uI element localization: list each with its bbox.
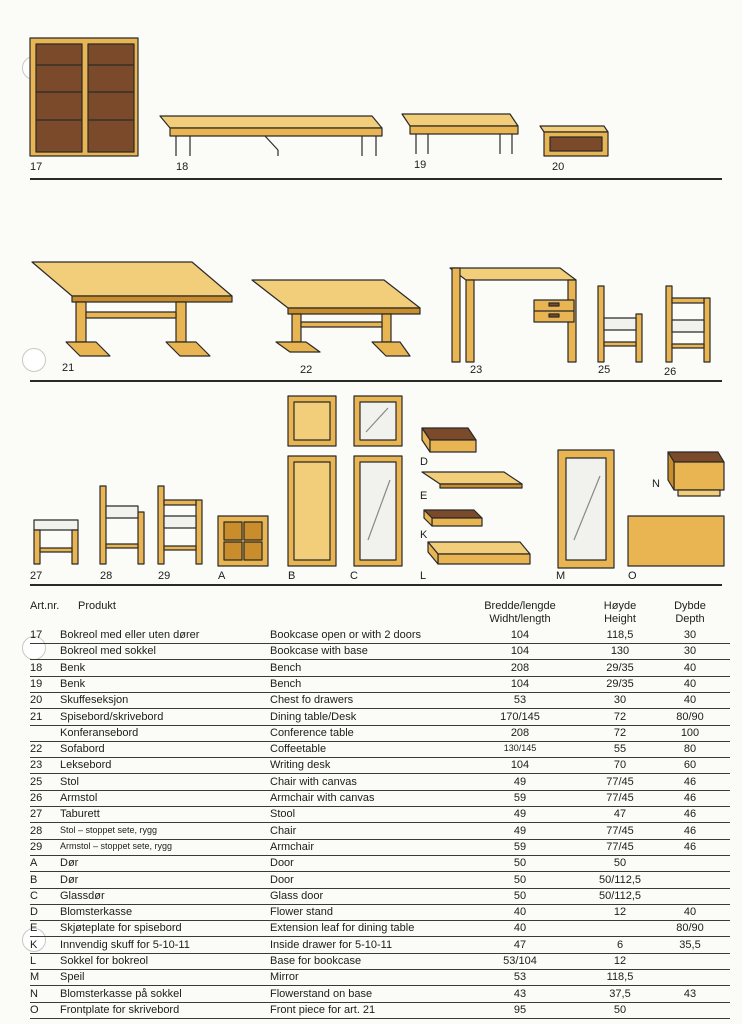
cell-no: Sofabord (60, 743, 105, 756)
cell-d: 46 (683, 824, 697, 837)
label-A: A (218, 570, 226, 582)
table-row (30, 709, 730, 726)
cell-no: Armstol (60, 792, 98, 804)
table-row (30, 757, 730, 774)
label-20: 20 (552, 161, 565, 173)
header-height-en: Height (604, 613, 636, 625)
table-row (30, 855, 730, 872)
cell-no: Taburett (60, 808, 100, 821)
header-depth-en: Depth (675, 613, 705, 625)
cell-en: Base for bookcase (270, 955, 362, 967)
item-B-door (288, 396, 336, 566)
cell-h: 50 (613, 857, 627, 870)
cell-w: 47 (513, 938, 527, 951)
cell-no: Stol – stoppet sete, rygg (60, 824, 158, 835)
cell-art: 28 (30, 824, 43, 837)
cell-art: K (30, 938, 38, 951)
item-C-glass-door (354, 396, 402, 566)
label-23: 23 (470, 364, 483, 376)
cell-h: 77/45 (606, 824, 634, 837)
cell-d: 46 (683, 808, 697, 821)
cell-art: 25 (30, 775, 43, 788)
cell-en: Coffeetable (270, 743, 327, 756)
label-L: L (420, 570, 427, 582)
cell-h: 72 (613, 726, 627, 739)
item-27-stool (34, 520, 78, 564)
cell-no: Stol (60, 775, 79, 788)
cell-d: 40 (683, 677, 697, 690)
cell-en: Armchair with canvas (270, 792, 375, 804)
label-18: 18 (176, 161, 189, 173)
cell-w: 104 (510, 645, 530, 658)
table-row (30, 741, 730, 758)
cell-no: Dør (60, 857, 79, 870)
cell-d: 30 (683, 629, 697, 641)
cell-h: 50/112,5 (598, 889, 641, 902)
cell-d: 60 (683, 759, 697, 772)
cell-w: 40 (513, 906, 527, 919)
cell-w: 170/145 (500, 710, 540, 723)
table-row (30, 937, 730, 954)
table-row (30, 920, 730, 937)
label-B: B (288, 570, 296, 582)
cell-w: 104 (510, 629, 530, 641)
cell-h: 77/45 (606, 775, 634, 788)
header-depth (645, 600, 735, 626)
item-K-inside-drawer (424, 510, 482, 526)
cell-art: B (30, 873, 38, 886)
cell-no: Frontplate for skrivebord (60, 1003, 180, 1016)
section-divider-middle (30, 380, 722, 382)
cell-w: 59 (513, 792, 527, 804)
item-17-bookcase (30, 38, 138, 156)
cell-art: 21 (30, 710, 43, 723)
cell-w: 50 (513, 857, 527, 870)
cell-h: 118,5 (606, 971, 634, 984)
cell-d: 80/90 (676, 710, 704, 723)
cell-h: 12 (613, 955, 627, 967)
cell-no: Benk (60, 661, 86, 674)
cell-en: Inside drawer for 5-10-11 (270, 938, 393, 951)
cell-h: 47 (613, 808, 627, 821)
cell-w: 104 (510, 677, 530, 690)
table-row (30, 806, 730, 823)
cell-w: 40 (513, 922, 527, 935)
table-row (30, 1002, 730, 1019)
cell-en: Conference table (270, 726, 354, 739)
cell-art: N (30, 987, 38, 1000)
item-25-chair (598, 286, 642, 362)
cell-art: L (30, 955, 37, 967)
cell-no: Blomsterkasse på sokkel (60, 987, 182, 1000)
label-22: 22 (300, 364, 313, 376)
cell-art: 18 (30, 661, 43, 674)
cell-en: Glass door (270, 889, 324, 902)
cell-w: 95 (513, 1003, 527, 1016)
section-divider-bottom (30, 584, 722, 586)
cell-art: 19 (30, 677, 43, 690)
item-L-base (428, 542, 530, 564)
cell-no: Glassdør (60, 889, 105, 902)
cell-h: 77/45 (606, 840, 634, 853)
label-28: 28 (100, 570, 113, 582)
cell-en: Chest fo drawers (270, 694, 354, 707)
cell-h: 70 (613, 759, 627, 772)
table-row (30, 643, 730, 660)
cell-no: Skuffeseksjon (60, 694, 129, 707)
cell-d: 46 (683, 792, 697, 804)
cell-w: 49 (513, 775, 527, 788)
table-row (30, 692, 730, 709)
cell-art: 29 (30, 840, 43, 853)
cell-en: Stool (270, 808, 296, 821)
cell-en: Door (270, 873, 294, 886)
label-M: M (556, 570, 566, 582)
item-E-extension-leaf (422, 472, 522, 488)
cell-art: M (30, 971, 40, 984)
table-row (30, 774, 730, 791)
cell-w: 208 (510, 726, 530, 739)
cell-w: 53 (513, 694, 527, 707)
cell-en: Chair (270, 824, 297, 837)
item-18-bench (160, 116, 382, 156)
table-row (30, 627, 730, 644)
cell-d: 40 (683, 906, 697, 919)
header-width-no: Bredde/lengde (484, 600, 556, 612)
cell-en: Front piece for art. 21 (270, 1003, 376, 1016)
cell-en: Writing desk (270, 759, 331, 772)
table-row (30, 888, 730, 905)
header-product: Produkt (78, 600, 116, 612)
table-row (30, 986, 730, 1003)
cell-d: 40 (683, 661, 697, 674)
item-M-mirror (558, 450, 614, 568)
cell-w: 53 (513, 971, 527, 984)
cell-no: Speil (60, 971, 85, 984)
cell-art: D (30, 906, 38, 919)
item-26-armchair (666, 286, 710, 362)
cell-w: 49 (513, 808, 527, 821)
cell-no: Spisebord/skrivebord (60, 710, 164, 723)
item-D-flower-stand (422, 428, 476, 452)
cell-en: Mirror (270, 971, 299, 984)
cell-no: Dør (60, 873, 79, 886)
cell-d: 30 (683, 645, 697, 658)
cell-art: E (30, 922, 38, 935)
cell-no: Bokreol med sokkel (60, 645, 156, 658)
cell-no: Armstol – stoppet sete, rygg (60, 840, 173, 851)
item-29-armchair (158, 486, 202, 564)
label-N: N (652, 478, 660, 490)
item-19-bench (402, 114, 518, 154)
label-26: 26 (664, 366, 677, 378)
cell-h: 50 (613, 1003, 627, 1016)
item-O-front-piece (628, 516, 724, 566)
cell-art: 27 (30, 808, 43, 821)
cell-no: Bokreol med eller uten dører (60, 629, 200, 641)
cell-h: 6 (616, 938, 624, 951)
label-21: 21 (62, 362, 75, 374)
cell-no: Leksebord (60, 759, 112, 772)
cell-h: 29/35 (606, 661, 634, 674)
cell-d: 35,5 (679, 938, 701, 951)
item-N-flowerstand-on-base (668, 452, 724, 496)
cell-w: 50 (513, 889, 527, 902)
cell-d: 100 (680, 726, 700, 739)
cell-art: C (30, 889, 38, 902)
cell-w: 50 (513, 873, 527, 886)
cell-no: Innvendig skuff for 5-10-11 (60, 938, 190, 951)
cell-d: 46 (683, 775, 697, 788)
header-width (470, 600, 570, 626)
cell-h: 37,5 (609, 987, 631, 1000)
header-art-nr: Art.nr. (30, 600, 60, 612)
cell-en: Bookcase with base (270, 645, 368, 658)
table-row (30, 904, 730, 921)
cell-en: Door (270, 857, 294, 870)
cell-en: Bookcase open or with 2 doors (270, 629, 422, 641)
cell-en: Bench (270, 661, 302, 674)
cell-d: 46 (683, 840, 697, 853)
cell-w: 53/104 (503, 955, 537, 967)
label-O: O (628, 570, 637, 582)
cell-w: 43 (513, 987, 527, 1000)
cell-w: 49 (513, 824, 527, 837)
header-depth-no: Dybde (674, 600, 706, 612)
section-divider-top (30, 178, 722, 180)
item-21-dining-table (32, 262, 232, 356)
cell-en: Bench (270, 677, 302, 690)
cell-h: 50/112,5 (598, 873, 641, 886)
cell-en: Extension leaf for dining table (270, 922, 415, 935)
label-17: 17 (30, 161, 43, 173)
table-row (30, 790, 730, 807)
cell-h: 55 (613, 743, 627, 756)
label-19: 19 (414, 159, 427, 171)
table-row (30, 839, 730, 856)
cell-d: 80/90 (676, 922, 704, 935)
table-row (30, 872, 730, 889)
cell-art: 22 (30, 743, 43, 756)
label-25: 25 (598, 364, 611, 376)
label-D: D (420, 456, 428, 468)
cell-en: Dining table/Desk (270, 710, 357, 723)
label-27: 27 (30, 570, 43, 582)
cell-no: Benk (60, 677, 86, 690)
cell-w: 208 (510, 661, 530, 674)
cell-d: 43 (683, 987, 697, 1000)
item-22-coffee-table (252, 280, 420, 356)
table-row (30, 969, 730, 986)
table-row (30, 676, 730, 693)
cell-h: 72 (613, 710, 627, 723)
cell-h: 77/45 (606, 792, 634, 804)
item-23-writing-desk (450, 268, 576, 362)
table-row (30, 725, 730, 742)
cell-w: 59 (513, 840, 527, 853)
cell-en: Flower stand (270, 906, 333, 919)
cell-art: 17 (30, 629, 43, 641)
cell-no: Blomsterkasse (60, 906, 133, 919)
header-height-no: Høyde (603, 600, 637, 612)
cell-en: Armchair (270, 840, 315, 853)
table-row (30, 660, 730, 677)
cell-h: 118,5 (606, 629, 634, 641)
item-A-door (218, 516, 268, 566)
item-20-chest (540, 126, 608, 156)
cell-art: 26 (30, 792, 43, 804)
cell-en: Flowerstand on base (270, 987, 373, 1000)
cell-no: Skjøteplate for spisebord (60, 922, 182, 935)
cell-en: Chair with canvas (270, 775, 357, 788)
cell-no: Konferansebord (60, 726, 139, 739)
cell-h: 130 (610, 645, 630, 658)
cell-h: 12 (613, 906, 627, 919)
cell-art: O (30, 1003, 39, 1016)
cell-h: 29/35 (606, 677, 634, 690)
label-E: E (420, 490, 428, 502)
label-29: 29 (158, 570, 171, 582)
cell-no: Sokkel for bokreol (60, 955, 149, 967)
label-C: C (350, 570, 358, 582)
cell-d: 40 (683, 694, 697, 707)
item-28-chair (100, 486, 144, 564)
cell-h: 30 (613, 694, 627, 707)
cell-d: 80 (683, 743, 697, 756)
cell-art: 20 (30, 694, 43, 707)
cell-w: 104 (510, 759, 530, 772)
table-row (30, 823, 730, 840)
table-row (30, 953, 730, 970)
cell-art: A (30, 857, 38, 870)
header-width-en: Widht/length (489, 613, 551, 625)
label-K: K (420, 529, 428, 541)
cell-art: 23 (30, 759, 43, 772)
cell-w: 130/145 (503, 743, 537, 754)
